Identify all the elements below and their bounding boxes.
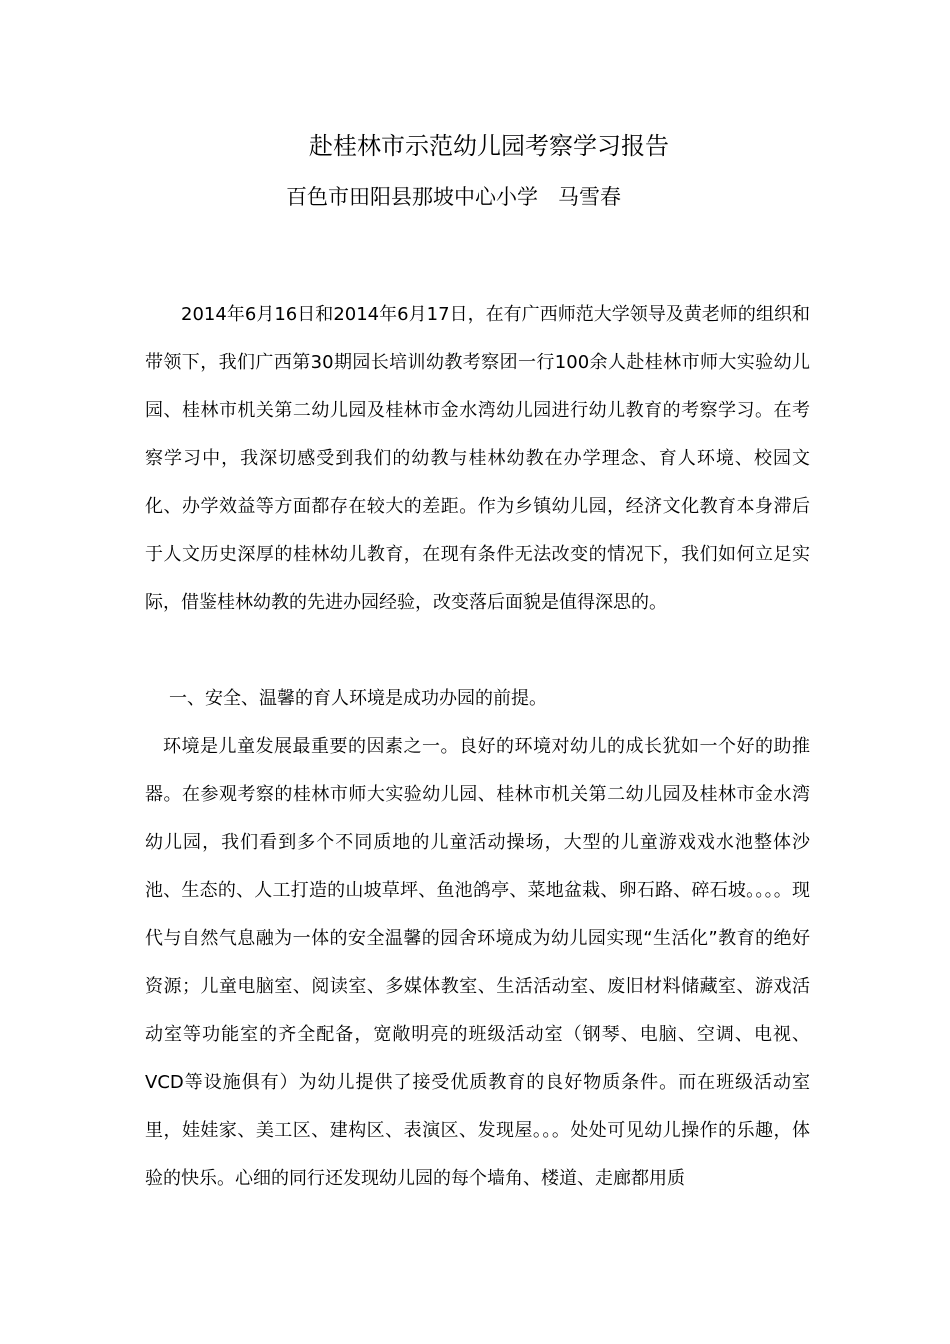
document-title: 赴桂林市示范幼儿园考察学习报告 bbox=[309, 132, 669, 160]
section-paragraph: 环境是儿童发展最重要的因素之一。良好的环境对幼儿的成长犹如一个好的助推器。在参观考察的桂林市师大实验幼儿园、桂林市机关第二幼儿园及桂林市金水湾幼儿园，我们看到多个不同质地的儿童活动操场，大型的儿童游戏戏水池整体沙池、生态的、人工打造的山坡草坪、鱼池鸽亭、菜地盆栽、卵石路、碎石坡。。。。现代与自然气息融为一体的安全温馨的园舍环境成为幼儿园实现“生活化”教育的绝好资源；儿童电脑室、阅读室、多媒体教室、生活活动室、废旧材料储藏室、游戏活动室等功能室的齐全配备，宽敞明亮的班级活动室（钢琴、电脑、空调、电视、VCD等设施俱有）为幼儿提供了接受优质教育的良好物质条件。而在班级活动室里，娃娃家、美工区、建构区、表演区、发现屋。。。处处可见幼儿操作的乐趣，体验的快乐。心细的同行还发现幼儿园的每个墙角、楼道、走廊都用质 bbox=[145, 736, 810, 1189]
section-heading: 一、安全、温馨的育人环境是成功办园的前提。 bbox=[169, 688, 547, 709]
author-line: 百色市田阳县那坡中心小学 马雪春 bbox=[286, 185, 622, 209]
intro-paragraph: 2014年6月16日和2014年6月17日，在有广西师范大学领导及黄老师的组织和带领下，我们广西第30期园长培训幼教考察团一行100余人赴桂林市师大实验幼儿园、桂林市机关第二幼儿园及桂林市金水湾幼儿园进行幼儿教育的考察学习。在考察学习中，我深切感受到我们的幼教与桂林幼教在办学理念、育人环境、校园文化、办学效益等方面都存在较大的差距。作为乡镇幼儿园，经济文化教育本身滞后于人文历史深厚的桂林幼儿教育，在现有条件无法改变的情况下，我们如何立足实际，借鉴桂林幼教的先进办园经验，改变落后面貌是值得深思的。 bbox=[145, 304, 810, 613]
